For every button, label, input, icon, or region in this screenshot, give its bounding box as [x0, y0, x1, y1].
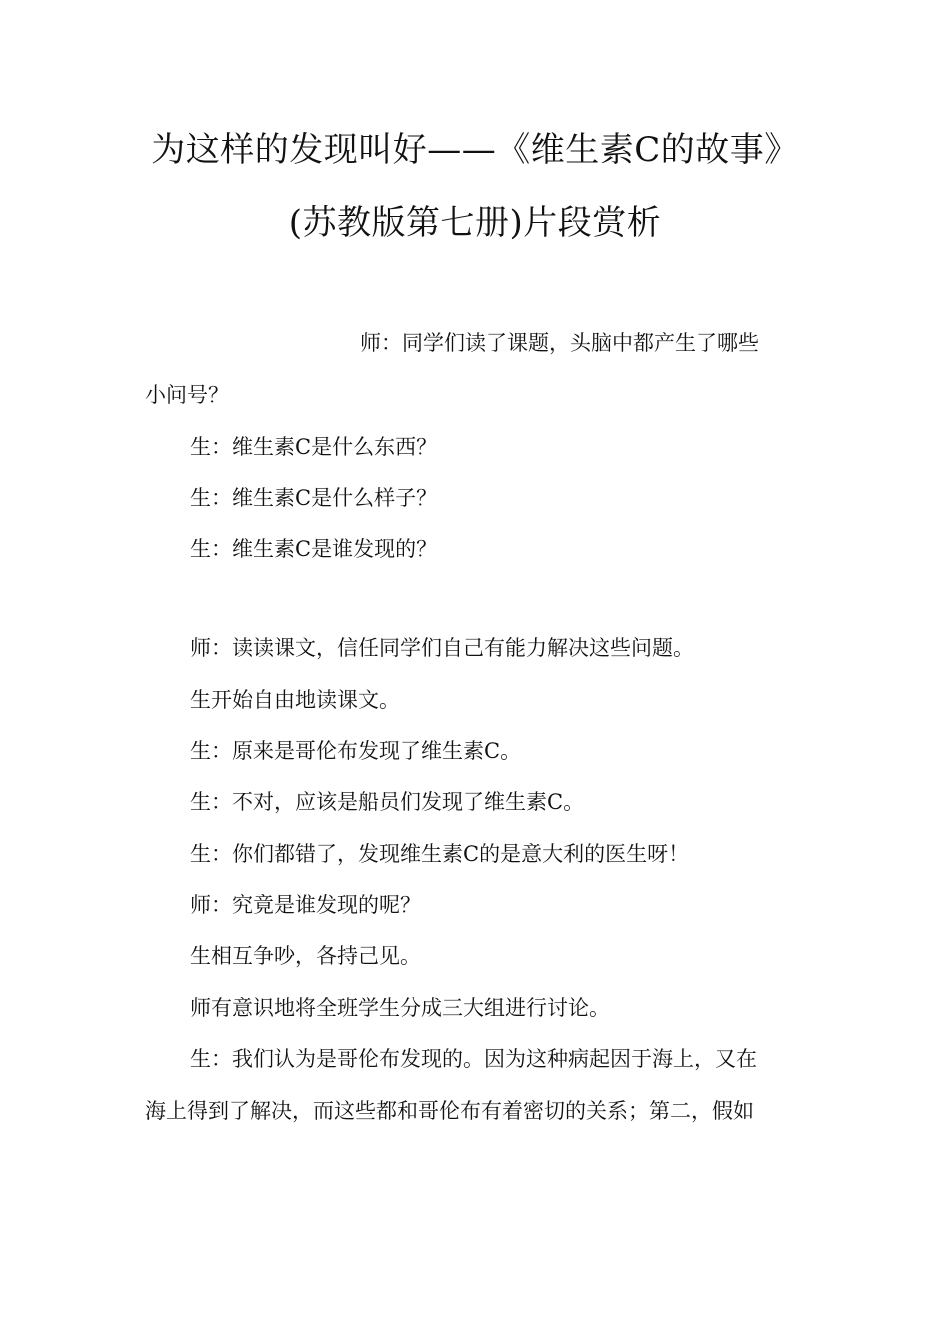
document-title-line2: (苏教版第七册)片段赏析 — [288, 203, 662, 243]
paragraph-line: 生：不对，应该是船员们发现了维生素C。 — [190, 790, 585, 814]
paragraph-line: 师：同学们读了课题，头脑中都产生了哪些 — [360, 331, 759, 355]
paragraph-line: 生：原来是哥伦布发现了维生素C。 — [190, 739, 522, 763]
paragraph-line: 生：维生素C是什么东西？ — [190, 435, 438, 459]
paragraph-line: 小问号？ — [145, 383, 229, 407]
paragraph-line: 生：我们认为是哥伦布发现的。因为这种病起因于海上，又在 — [190, 1047, 757, 1071]
paragraph-line: 生：维生素C是谁发现的？ — [190, 537, 438, 561]
paragraph-line: 师有意识地将全班学生分成三大组进行讨论。 — [190, 996, 610, 1020]
paragraph-line: 生开始自由地读课文。 — [190, 688, 400, 712]
document-title-line1: 为这样的发现叫好——《维生素C的故事》 — [151, 130, 799, 170]
paragraph-line: 生相互争吵，各持己见。 — [190, 944, 421, 968]
paragraph-line: 生：维生素C是什么样子？ — [190, 486, 438, 510]
paragraph-line: 师：究竟是谁发现的呢？ — [190, 893, 421, 917]
paragraph-line: 海上得到了解决，而这些都和哥伦布有着密切的关系；第二，假如 — [145, 1099, 754, 1123]
paragraph-line: 生：你们都错了，发现维生素C的是意大利的医生呀！ — [190, 842, 690, 866]
paragraph-line: 师：读读课文，信任同学们自己有能力解决这些问题。 — [190, 636, 694, 660]
